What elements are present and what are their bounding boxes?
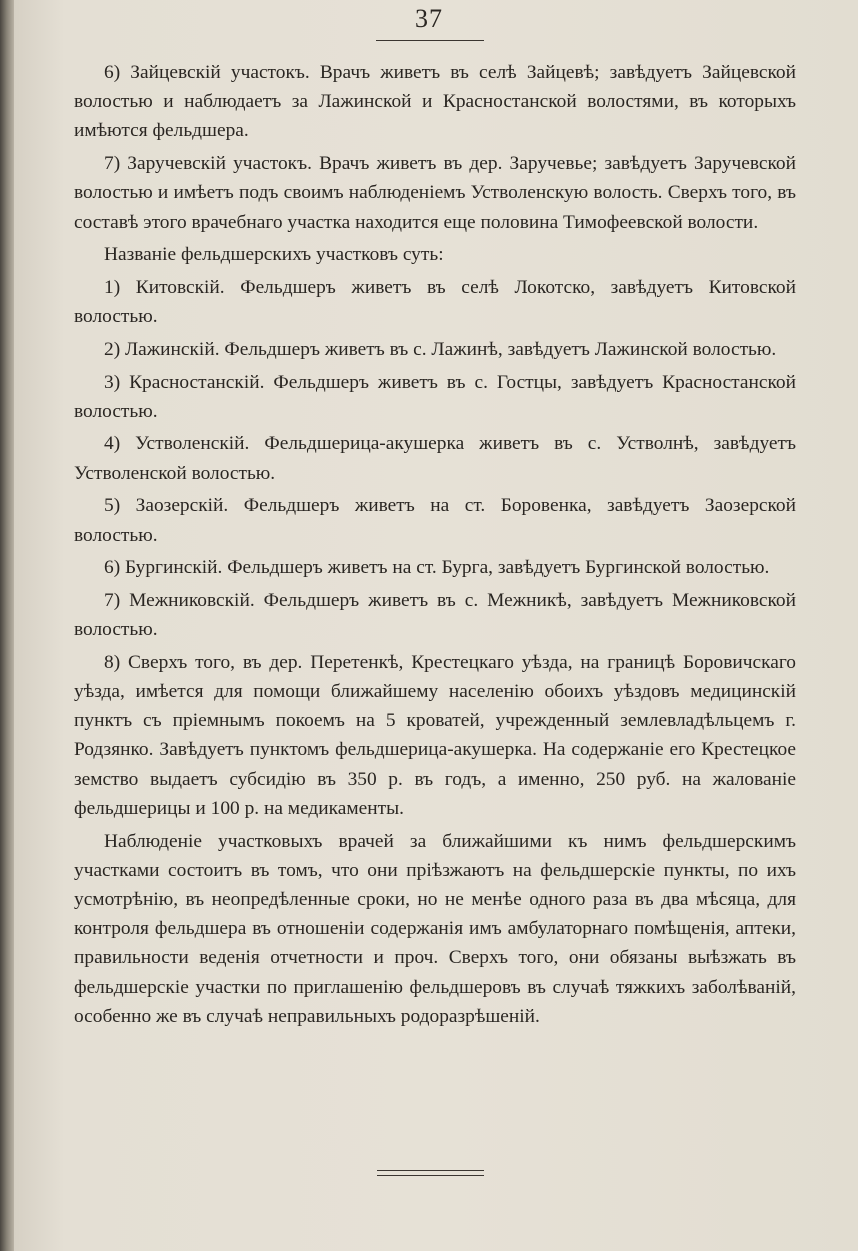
paragraph-lazhinsky: 2) Лажинскій. Фельдшеръ живетъ въ с. Лажинѣ, завѣдуетъ Лажинской волостью. bbox=[104, 338, 777, 360]
body-text bbox=[74, 58, 796, 1035]
page-number: 37 bbox=[415, 4, 443, 33]
paragraph-zaitsevsky-district: 6) Зайцевскій участокъ. Врачъ живетъ въ селѣ Зайцевѣ; завѣдуетъ Зайцевской волостью и наблюдаетъ за Лажинской и Красностанской волостями, въ которыхъ имѣются фельдшера. bbox=[74, 62, 796, 142]
paragraph-ustvolensky: 4) Устволенскій. Фельдшерица-акушерка живетъ въ с. Устволнѣ, завѣдуетъ Устволенской волостью. bbox=[74, 433, 796, 484]
paragraph-zaruchevsky-district: 7) Заручевскій участокъ. Врачъ живетъ въ дер. Заручевье; завѣдуетъ Заручевской волостью и имѣетъ подъ своимъ наблюденіемъ Устволенскую волость. Сверхъ того, въ составѣ этого врачебнаго участка находится еще половина Тимофеевской волости. bbox=[74, 153, 796, 233]
paragraph-burginsky: 6) Бургинскій. Фельдшеръ живетъ на ст. Бурга, завѣдуетъ Бургинской волостью. bbox=[104, 557, 770, 579]
paragraph-peretenka-medical-point: 8) Сверхъ того, въ дер. Перетенкѣ, Крестецкаго уѣзда, на границѣ Боровичскаго уѣзда, имѣется для помощи ближайшему населенію обоихъ уѣздовъ медицинскій пунктъ съ пріемнымъ покоемъ на 5 кроватей, учрежденный землевладѣльцемъ г. Родзянко. Завѣдуетъ пунктомъ фельдшерица-акушерка. На содержаніе его Крестецкое земство выдаетъ субсидію въ 350 р. въ годъ, а именно, 250 руб. на жалованіе фельдшерицы и 100 р. на медикаменты. bbox=[74, 651, 796, 819]
footer-double-rule bbox=[377, 1170, 484, 1176]
paragraph-supervision: Наблюденіе участковыхъ врачей за ближайшими къ нимъ фельдшерскимъ участками состоитъ въ томъ, что они пріѣзжаютъ на фельдшерскіе пункты, по ихъ усмотрѣнію, въ неопредѣленные сроки, но не менѣе одного раза въ два мѣсяца, для контроля фельдшера въ отношеніи содержанія имъ амбулаторнаго помѣщенія, аптеки, правильности веденія отчетности и проч. Сверхъ того, они обязаны выѣзжать въ фельдшерскіе участки по приглашенію фельдшеровъ въ случаѣ тяжкихъ заболѣваній, особенно же въ случаѣ неправильныхъ родоразрѣшеній. bbox=[74, 830, 796, 1027]
paragraph-krasnostansky: 3) Красностанскій. Фельдшеръ живетъ въ с. Гостцы, завѣдуетъ Красностанской волостью. bbox=[74, 371, 796, 422]
paragraph-kitovsky: 1) Китовскій. Фельдшеръ живетъ въ селѣ Локотско, завѣдуетъ Китовской волостью. bbox=[74, 276, 796, 328]
paragraph-feldsher-districts-intro: Названіе фельдшерскихъ участковъ суть: bbox=[104, 244, 444, 266]
book-spine-edge bbox=[0, 0, 14, 1251]
paragraph-mezhnikovsky: 7) Межниковскій. Фельдшеръ живетъ въ с. Межникѣ, завѣдуетъ Межниковской волостью. bbox=[74, 589, 796, 641]
paragraph-zaozersky: 5) Заозерскій. Фельдшеръ живетъ на ст. Боровенка, завѣдуетъ Заозерской волостью. bbox=[74, 495, 796, 546]
header-rule bbox=[376, 40, 484, 41]
